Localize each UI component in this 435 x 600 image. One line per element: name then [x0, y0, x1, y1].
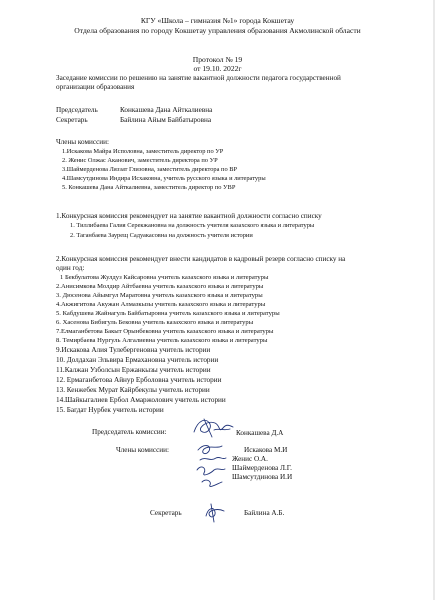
chair-signature-name: Конкашева Д.А: [236, 429, 284, 437]
member-signature-name: Шамсутдинова И.И: [232, 473, 293, 481]
members-signature-label: Члены комиссии:: [116, 446, 169, 454]
member-item: 3.Шаймерденова Ляззат Глизовна, заместитель директора по ВР: [62, 166, 238, 173]
reserve-item: 9.Искакова Алия Тулебергеновна учитель истории: [56, 346, 211, 354]
member-item: 4.Шамсутдинова Индира Исхаковна, учитель русского языка и литературы: [62, 175, 266, 182]
reserve-item: 8. Темирбаева Нургуль Алгалиевна учитель казахского языка и литературы: [56, 337, 268, 344]
secretary-name: Байлина Айым Байбатыровна: [120, 116, 212, 124]
education-department: Отдела образования по городу Кокшетау управления образования Акмолинской области: [74, 26, 361, 35]
chair-signature-label: Председатель комиссии:: [92, 428, 167, 436]
reserve-item: 10. Долдахан Эльвира Ермахановна учитель истории: [56, 356, 219, 364]
meeting-subject-line2: организации образования: [56, 83, 135, 91]
school-name: КГУ «Школа – гимназия №1» города Кокшетау: [140, 16, 295, 25]
chair-name: Конкашева Дана Айткалиевна: [120, 106, 213, 114]
reserve-item: 7.Елмаганбетова Бакыт Орынбековна учитель казахского языка и литературы: [56, 328, 274, 335]
section1-title: 1.Конкурсная комиссия рекомендует на занятие вакантной должности согласно списку: [56, 212, 322, 220]
member-signature-name: Шаймерденова Л.Г.: [232, 464, 292, 472]
reserve-item: 11.Калжан Узболсын Ержанкызы учитель истории: [56, 366, 211, 374]
member-item: 5. Конкашева Дана Айткалиевна, заместитель директор по УВР: [62, 184, 236, 191]
reserve-item: 12. Ермаганбетова Айнур Ерболовна учитель истории: [56, 376, 222, 384]
protocol-number: Протокол № 19: [192, 55, 243, 64]
secretary-signature-name: Байлина А.Б.: [244, 509, 285, 517]
reserve-item: 5. Кабдушева Жайнагуль Байбатыровна учитель казахского языка и литературы: [56, 310, 280, 317]
secretary-signature-image: [200, 500, 230, 524]
secretary-role: Секретарь: [56, 116, 88, 124]
chair-signature-image: [190, 414, 240, 440]
reserve-item: 15. Багдат Нурбек учитель истории: [56, 406, 164, 414]
reserve-item: 1 Бекбулатова Жулдуз Кайсаровна учитель казахского языка и литературы: [60, 274, 269, 281]
member-item: 2. Женис Олжас Аканович, заместитель директора по УР: [62, 157, 218, 164]
section1-item: 1. Тиллибаева Галия Серекжановна на должность учителя казахского языка и литературы: [70, 222, 315, 229]
reserve-item: 2.Анисимкова Молдир Айтбаевна учитель казахского языка и литературы: [56, 283, 264, 290]
reserve-item: 6. Хасенова Бибигуль Бековна учитель казахского языка и литературы: [56, 319, 254, 326]
members-signature-images: [192, 440, 236, 492]
reserve-item: 3. Дюсенова Айымгул Маратовна учитель казахского языка и литературы: [56, 292, 263, 299]
member-item: 1.Искакова Майра Исполовна, заместитель директор по УР: [62, 148, 224, 155]
secretary-signature-label: Секретарь: [150, 509, 182, 517]
meeting-subject-line1: Заседание комиссии по решению на занятие вакантной должности педагога государственной: [56, 74, 341, 82]
reserve-item: 4.Акжигитова Акужан Алмазкызы учитель казахского языка и литературы: [56, 301, 266, 308]
reserve-item: 14.Шайкыгалиев Ербол Амаржолович учитель истории: [56, 396, 226, 404]
protocol-date: от 19.10. 2022г: [193, 64, 242, 73]
member-signature-name: Женис О.А.: [232, 455, 268, 463]
section2-title-line2: один год:: [56, 264, 85, 272]
reserve-item: 13. Кенжебек Мурат Кайрбекулы учитель истории: [56, 386, 210, 394]
members-heading: Члены комиссии:: [56, 138, 109, 146]
member-signature-name: Искакова М.И: [244, 446, 288, 454]
section1-item: 2. Таганбаева Заурещ Садуакасовна на должность учителя истории: [70, 232, 253, 239]
section2-title-line1: 2.Конкурсная комиссия рекомендует внести кандидатов в кадровый резерв согласно списку на: [56, 255, 346, 263]
chair-role: Председатель: [56, 106, 98, 114]
